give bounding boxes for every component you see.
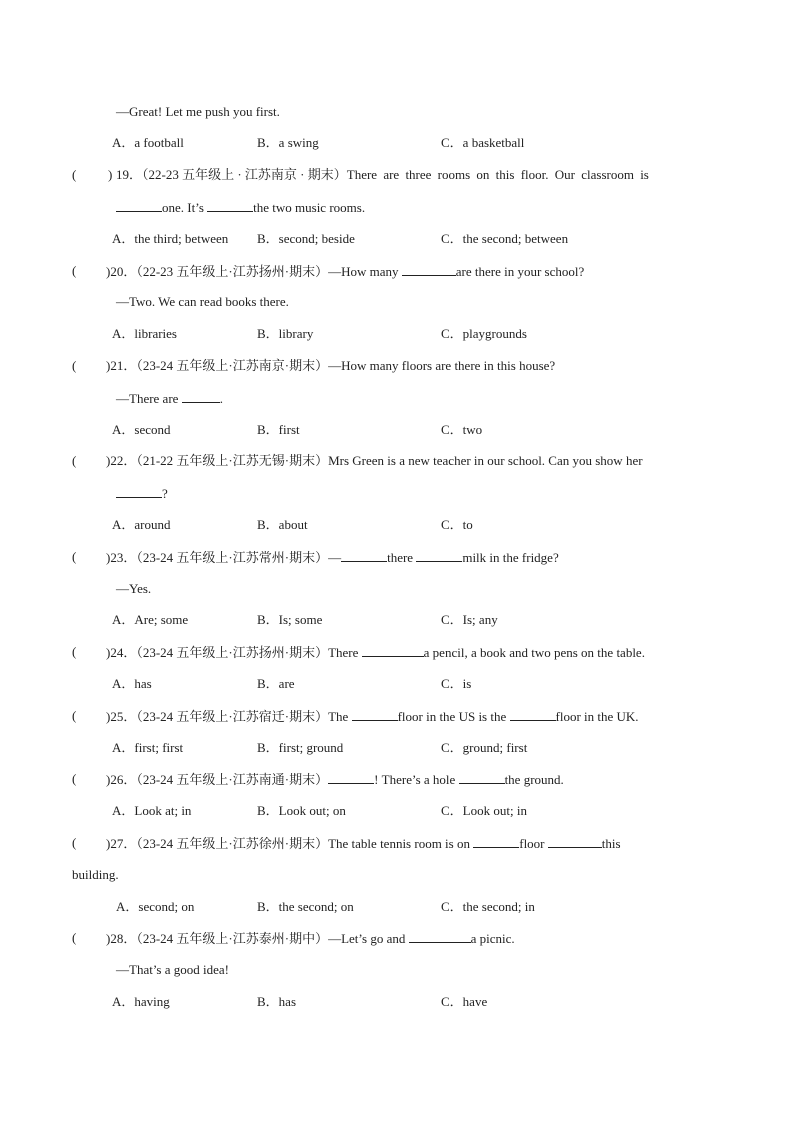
- q27-text-3: this: [601, 836, 621, 851]
- q20-question: [106, 263, 584, 280]
- q27-number: )27．: [106, 836, 137, 851]
- q27-text-2: floor: [519, 836, 545, 851]
- q21-response: [116, 390, 223, 407]
- q19-blank-2[interactable]: [207, 199, 253, 212]
- q25-text-2: floor in the US is the: [397, 709, 507, 724]
- q23-dash: —: [328, 550, 342, 565]
- q19-source: （22-23 五年级上 · 江苏南京 · 期末）: [142, 167, 347, 182]
- q21-question: [106, 358, 555, 374]
- q27-option-a: A．second; on: [116, 899, 195, 914]
- q22-option-c: C．to: [441, 517, 473, 532]
- q22-line2: [116, 485, 168, 502]
- q19-option-b: B．second; beside: [257, 231, 355, 246]
- q19-number: 19．: [116, 167, 143, 182]
- q19-blank-1[interactable]: [116, 199, 162, 212]
- q20-option-b: B．library: [257, 326, 314, 341]
- q21-period: .: [219, 391, 223, 406]
- q28-number: )28．: [106, 931, 137, 946]
- q24-blank[interactable]: [362, 644, 424, 657]
- q20-source: （22-23 五年级上·江苏扬州·期末）: [136, 264, 329, 279]
- q23-source: （23-24 五年级上·江苏常州·期末）: [136, 550, 329, 565]
- q22-question: [106, 453, 643, 469]
- q26-answer-paren: (: [72, 771, 77, 786]
- q21-number: )21．: [106, 358, 137, 373]
- q27-line2: building.: [72, 867, 119, 882]
- q24-source: （23-24 五年级上·江苏扬州·期末）: [136, 645, 329, 660]
- q19-text-2b: the two music rooms.: [253, 200, 366, 215]
- q18-response: —Great! Let me push you first.: [116, 104, 280, 119]
- q25-option-c: C．ground; first: [441, 740, 528, 755]
- q23-text-2: there: [387, 550, 414, 565]
- q19-text-2a: one. It’s: [162, 200, 204, 215]
- q20-text-2: are there in your school?: [455, 264, 585, 279]
- q27-text-1: The table tennis room is on: [328, 836, 470, 851]
- q22-blank[interactable]: [116, 485, 162, 498]
- q25-number: )25．: [106, 709, 137, 724]
- q26-blank-2[interactable]: [459, 771, 505, 784]
- q19-line2: [116, 199, 365, 216]
- q27-answer-paren: (: [72, 835, 77, 850]
- q28-text-2: a picnic.: [470, 931, 515, 946]
- q18-option-a: A．a football: [112, 135, 184, 150]
- q25-option-a: A．first; first: [112, 740, 184, 755]
- q23-option-b: B．Is; some: [257, 612, 323, 627]
- q23-number: )23．: [106, 550, 137, 565]
- q24-text-2: a pencil, a book and two pens on the table.: [423, 645, 645, 660]
- q24-answer-paren: (: [72, 644, 77, 659]
- q26-text-3: the ground.: [504, 772, 564, 787]
- q25-blank-1[interactable]: [352, 708, 398, 721]
- q24-option-a: A．has: [112, 676, 152, 691]
- q24-option-b: B．are: [257, 676, 295, 691]
- q22-text: Mrs Green is a new teacher in our school. Can you show her: [328, 453, 643, 468]
- q24-option-c: C．is: [441, 676, 472, 691]
- q22-source: （21-22 五年级上·江苏无锡·期末）: [136, 453, 329, 468]
- q28-response: —That’s a good idea!: [116, 962, 229, 977]
- q23-option-a: A．Are; some: [112, 612, 189, 627]
- q19-answer-paren: (: [72, 167, 77, 182]
- q28-option-a: A．having: [112, 994, 170, 1009]
- q26-text-2: ! There’s a hole: [374, 772, 456, 787]
- q19-option-c: C．the second; between: [441, 231, 569, 246]
- q27-option-b: B．the second; on: [257, 899, 354, 914]
- q20-response: —Two. We can read books there.: [116, 294, 289, 309]
- q23-blank-2[interactable]: [416, 549, 462, 562]
- q25-blank-2[interactable]: [510, 708, 556, 721]
- q19-option-a: A．the third; between: [112, 231, 229, 246]
- q25-question: [106, 708, 639, 725]
- q21-option-c: C．two: [441, 422, 483, 437]
- q23-answer-paren: (: [72, 549, 77, 564]
- q27-blank-1[interactable]: [473, 835, 519, 848]
- q22-answer-paren: (: [72, 453, 77, 468]
- q25-option-b: B．first; ground: [257, 740, 344, 755]
- q20-option-c: C．playgrounds: [441, 326, 527, 341]
- q27-option-c: C．the second; in: [441, 899, 535, 914]
- q26-option-b: B．Look out; on: [257, 803, 346, 818]
- q27-blank-2[interactable]: [548, 835, 602, 848]
- q21-source: （23-24 五年级上·江苏南京·期末）: [136, 358, 329, 373]
- q19-answer-paren-close: ): [108, 167, 113, 182]
- q27-question: [106, 835, 621, 852]
- q21-option-b: B．first: [257, 422, 300, 437]
- q28-option-b: B．has: [257, 994, 297, 1009]
- q21-option-a: A．second: [112, 422, 171, 437]
- q25-answer-paren: (: [72, 708, 77, 723]
- q22-question-mark: ?: [162, 486, 168, 501]
- q18-option-c: C．a basketball: [441, 135, 525, 150]
- q24-number: )24．: [106, 645, 137, 660]
- q26-option-a: A．Look at; in: [112, 803, 192, 818]
- q28-answer-paren: (: [72, 930, 77, 945]
- q23-question: [106, 549, 559, 566]
- q25-source: （23-24 五年级上·江苏宿迁·期末）: [136, 709, 329, 724]
- q26-question: [106, 771, 564, 788]
- q28-text-1: —Let’s go and: [328, 931, 406, 946]
- q21-text: —How many floors are there in this house?: [328, 358, 556, 373]
- q28-question: [106, 930, 515, 947]
- q20-text-1: —How many: [328, 264, 399, 279]
- q28-option-c: C．have: [441, 994, 488, 1009]
- q27-source: （23-24 五年级上·江苏徐州·期末）: [136, 836, 329, 851]
- q22-option-a: A．around: [112, 517, 171, 532]
- q28-blank[interactable]: [409, 930, 471, 943]
- q26-number: )26．: [106, 772, 137, 787]
- q23-option-c: C．Is; any: [441, 612, 498, 627]
- q20-blank[interactable]: [402, 263, 456, 276]
- q23-blank-1[interactable]: [341, 549, 387, 562]
- q28-source: （23-24 五年级上·江苏泰州·期中）: [136, 931, 329, 946]
- q20-option-a: A．libraries: [112, 326, 177, 341]
- q21-blank[interactable]: [182, 390, 220, 403]
- q18-option-b: B．a swing: [257, 135, 319, 150]
- q22-option-b: B．about: [257, 517, 308, 532]
- q23-response: —Yes.: [116, 581, 152, 596]
- q24-question: [106, 644, 645, 661]
- q19-question: [116, 167, 649, 183]
- q26-option-c: C．Look out; in: [441, 803, 527, 818]
- q23-text-3: milk in the fridge?: [462, 550, 559, 565]
- q21-text-2: —There are: [116, 391, 179, 406]
- q26-source: （23-24 五年级上·江苏南通·期末）: [136, 772, 329, 787]
- q20-answer-paren: (: [72, 263, 77, 278]
- q24-text-1: There: [328, 645, 359, 660]
- q21-answer-paren: (: [72, 358, 77, 373]
- q20-number: )20．: [106, 264, 137, 279]
- q25-text-1: The: [328, 709, 349, 724]
- q25-text-3: floor in the UK.: [555, 709, 639, 724]
- q26-blank-1[interactable]: [328, 771, 374, 784]
- q22-number: )22．: [106, 453, 137, 468]
- q19-text: There are three rooms on this floor. Our classroom is: [346, 167, 649, 182]
